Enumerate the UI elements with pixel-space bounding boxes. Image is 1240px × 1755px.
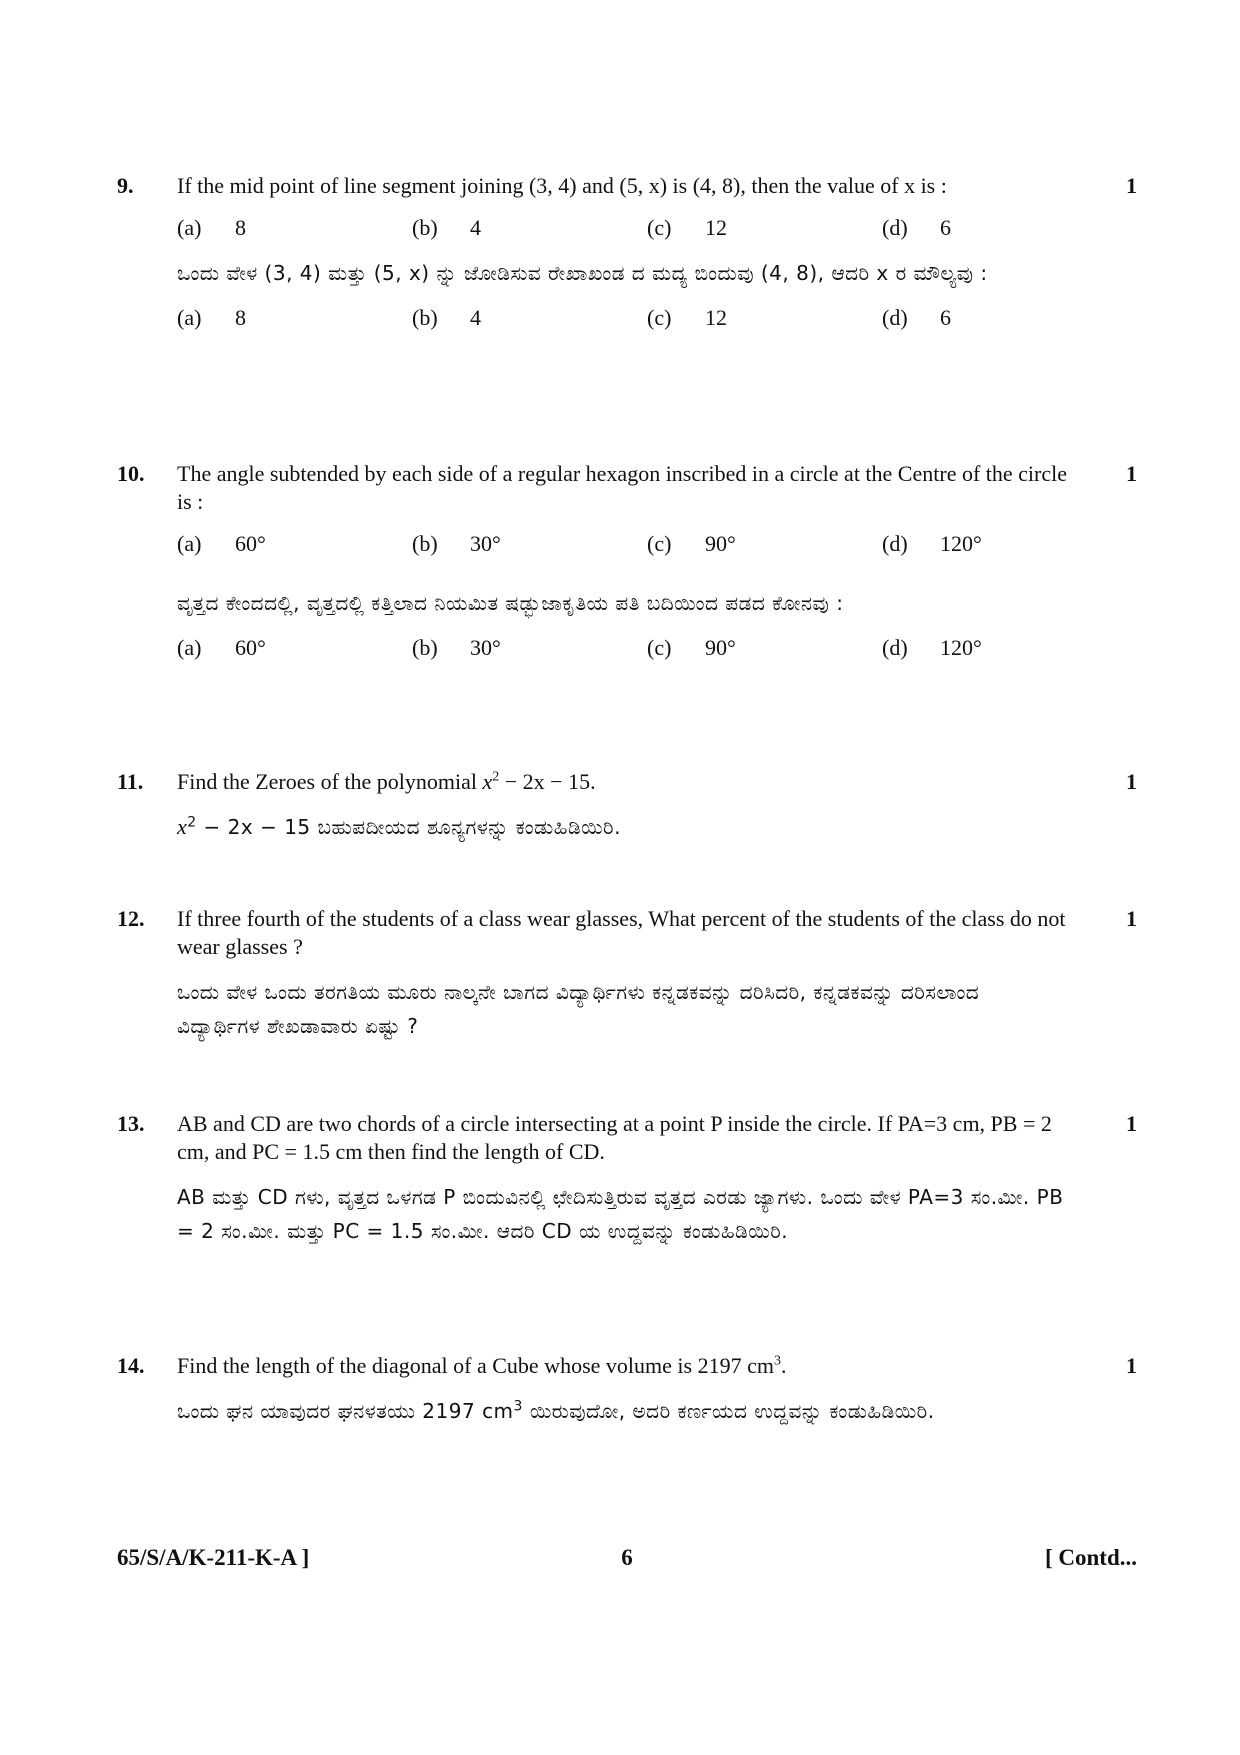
options-row [177, 530, 1117, 558]
question-10 [117, 460, 1137, 662]
question-number: 13. [117, 1111, 145, 1136]
option-b: (b) 30° [412, 531, 501, 556]
question-number: 9. [117, 173, 134, 198]
option-b: (b) 4 [412, 215, 481, 240]
question-number: 14. [117, 1353, 145, 1378]
question-text-kannada: ಒಂದು ವೇಳ ಒಂದು ತರಗತಿಯ ಮೂರು ನಾಲ್ಕನೇ ಬಾಗದ ವಿದ್ಯಾರ್ಥಿಗಳು ಕನ್ನಡಕವನ್ನು ದರಿಸಿದರಿ, ಕನ್ನಡಕವನ್ನು ದರಿಸಲಾಂದ ವಿದ್ಯಾರ್ಥಿಗಳ ಶೇಖಡಾವಾರು ಏಷ್ಟು ? [177, 980, 980, 1038]
question-text: If the mid point of line segment joining (3, 4) and (5, x) is (4, 8), then the value of x is : [177, 173, 947, 198]
paper-code: 65/S/A/K-211-K-A ] [117, 1545, 310, 1570]
option-c: (c) 12 [647, 305, 727, 330]
question-13 [117, 1110, 1137, 1248]
option-a: (a) 8 [177, 215, 246, 240]
option-c: (c) 90° [647, 635, 736, 660]
question-text: Find the Zeroes of the polynomial $x^2 - 2x - 15$. [177, 769, 596, 794]
question-14 [117, 1352, 1137, 1428]
question-text: The angle subtended by each side of a regular hexagon inscribed in a circle at the Centre of the circle is : [177, 461, 1068, 514]
option-b: (b) 4 [412, 305, 481, 330]
question-text-kannada: ಒಂದು ವೇಳ (3, 4) ಮತ್ತು (5, x) ನ್ನು ಜೋಡಿಸುವ ರೇಖಾಖಂಡ ದ ಮದ್ಯ ಬಿಂದುವು (4, 8), ಆದರಿ x ರ ಮೌಲ್ಯವು : [177, 261, 988, 285]
question-text: Find the length of the diagonal of a Cube whose volume is 2197 $cm^3$. [177, 1353, 787, 1378]
option-c: (c) 12 [647, 215, 727, 240]
question-marks: 1 [1126, 1353, 1137, 1378]
question-text-kannada: ಒಂದು ಘನ ಯಾವುದರ ಘನಳತಯು 2197 $cm^3$ ಯಿರುವುದೋ, ಅದರಿ ಕರ್ಣಯದ ಉದ್ದವನ್ನು ಕಂಡುಹಿಡಿಯಿರಿ. [177, 1398, 935, 1423]
question-marks: 1 [1126, 769, 1137, 794]
question-number: 12. [117, 906, 145, 931]
question-marks: 1 [1126, 461, 1137, 486]
options-row [177, 214, 1117, 242]
question-marks: 1 [1126, 1111, 1137, 1136]
option-a: (a) 8 [177, 305, 246, 330]
option-a: (a) 60° [177, 635, 266, 660]
question-9 [117, 172, 1137, 332]
page-number: 6 [621, 1545, 633, 1570]
options-row-kannada [177, 634, 1117, 662]
continued-label: [ Contd... [1044, 1545, 1137, 1570]
question-text-kannada: AB ಮತ್ತು CD ಗಳು, ವೃತ್ತದ ಒಳಗಡ P ಬಿಂದುವಿನಲ್ಲಿ ಛೇದಿಸುತ್ತಿರುವ ವೃತ್ತದ ಎರಡು ಜ್ಯಾಗಳು. ಒಂದು ವೇಳ PA=3 ಸಂ.ಮೀ. PB = 2 ಸಂ.ಮೀ. ಮತ್ತು PC = 1.5 ಸಂ.ಮೀ. ಆದರಿ CD ಯ ಉದ್ದವನ್ನು ಕಂಡುಹಿಡಿಯಿರಿ. [177, 1185, 1064, 1243]
question-text: If three fourth of the students of a class wear glasses, What percent of the students of the class do not wear glasses ? [177, 906, 1066, 959]
option-b: (b) 30° [412, 635, 501, 660]
option-c: (c) 90° [647, 531, 736, 556]
question-marks: 1 [1126, 173, 1137, 198]
question-text: AB and CD are two chords of a circle intersecting at a point P inside the circle. If PA=3 cm, PB = 2 cm, and PC = 1.5 cm then find the length of CD. [177, 1111, 1052, 1164]
option-d: (d) 6 [882, 215, 951, 240]
option-d: (d) 6 [882, 305, 951, 330]
options-row-kannada [177, 304, 1117, 332]
option-d: (d) 120° [882, 531, 982, 556]
page-footer [117, 1545, 1137, 1575]
option-a: (a) 60° [177, 531, 266, 556]
question-marks: 1 [1126, 906, 1137, 931]
question-text-kannada: $x^2 - 2x - 15$ ಬಹುಪದೀಯದ ಶೂನ್ಯಗಳನ್ನು ಕಂಡುಹಿಡಿಯಿರಿ. [177, 814, 621, 839]
question-11 [117, 768, 1137, 844]
question-text-kannada: ವೃತ್ತದ ಕೇಂದದಲ್ಲಿ, ವೃತ್ತದಲ್ಲಿ ಕತ್ತಿಲಾದ ನಿಯಮಿತ ಷಡ್ಭುಜಾಕೃತಿಯ ಪತಿ ಬದಿಯಿಂದ ಪಡದ ಕೋನವು : [177, 591, 844, 615]
question-number: 11. [117, 769, 144, 794]
question-12 [117, 905, 1137, 1043]
option-d: (d) 120° [882, 635, 982, 660]
question-number: 10. [117, 461, 145, 486]
